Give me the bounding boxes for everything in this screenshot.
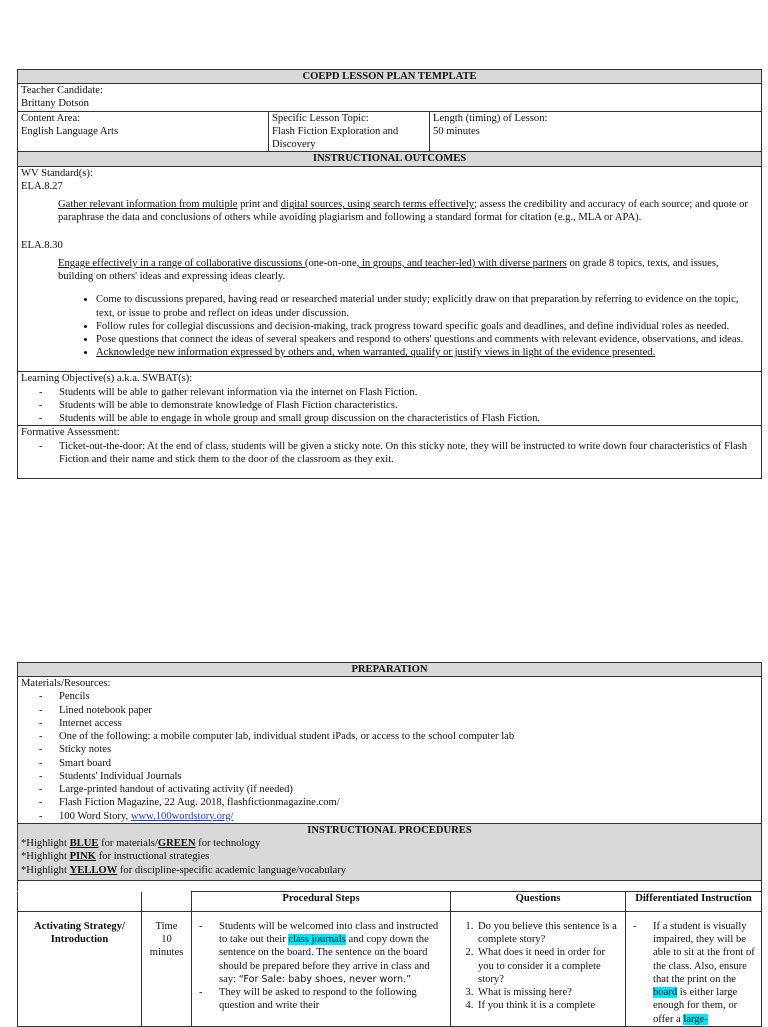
material-item: - Smart board xyxy=(39,757,758,770)
bullet-item: • Acknowledge new information expressed by others and, when warranted, qualify or justify views in light of the evidence presented. xyxy=(96,346,758,359)
assessment-item: - Ticket-out-the-door: At the end of class, students will be given a sticky note. On this sticky note, they will be instructed to write down four characteristics of Flash Fiction and their name and stick them to the door of the classroom as they exit. xyxy=(39,440,758,466)
material-item: - Pencils xyxy=(39,690,758,703)
length-label: Length (timing) of Lesson: xyxy=(433,112,548,124)
col-questions: Questions xyxy=(451,892,626,912)
materials-label: Materials/Resources: xyxy=(21,678,111,690)
length-value: 50 minutes xyxy=(433,125,480,137)
teacher-label: Teacher Candidate: xyxy=(21,85,103,97)
col-differentiated: Differentiated Instruction xyxy=(626,892,762,912)
question-item: 3. What is missing here? xyxy=(476,986,622,999)
bullet-item: • Pose questions that connect the ideas of several speakers and respond to others' questions and comments with relevant evidence, observations, and ideas. xyxy=(96,333,758,346)
standard-1-code: ELA.8.27 xyxy=(21,180,63,192)
procedure-table xyxy=(17,891,762,1027)
teacher-cell xyxy=(18,84,762,111)
materials-cell xyxy=(18,677,762,824)
objective-item: - Students will be able to demonstrate knowledge of Flash Fiction characteristics. xyxy=(39,399,758,412)
bullet-item: • Come to discussions prepared, having read or researched material under study; explicitly draw on that preparation by referring to evidence on the topic, text, or issue to probe and reflect on ideas under discussion. xyxy=(96,293,758,319)
objective-item: - Students will be able to engage in whole group and small group discussion on the characteristics of Flash Fiction. xyxy=(39,412,758,425)
spacer-row xyxy=(18,880,762,891)
objectives-label: Learning Objective(s) a.k.a. SWBAT(s): xyxy=(21,373,193,385)
content-area-cell xyxy=(18,111,269,152)
content-area-label: Content Area: xyxy=(21,112,81,124)
material-item: - 100 Word Story, www.100wordstory.org/ xyxy=(39,810,758,823)
material-item: - Flash Fiction Magazine, 22 Aug. 2018, flashfictionmagazine.com/ xyxy=(39,796,758,809)
material-item: - Sticky notes xyxy=(39,743,758,756)
step-item: - They will be asked to respond to the following question and write their xyxy=(199,986,447,1012)
preparation-table xyxy=(17,662,762,891)
material-item: - Large-printed handout of activating activity (if needed) xyxy=(39,783,758,796)
differentiated-list xyxy=(629,920,758,1026)
objectives-list xyxy=(21,386,758,426)
steps-list xyxy=(195,920,447,1013)
teacher-name: Brittany Dotson xyxy=(21,98,89,110)
col-procedural-steps: Procedural Steps xyxy=(192,892,451,912)
outcomes-heading: INSTRUCTIONAL OUTCOMES xyxy=(18,152,762,166)
standard-1-text: Gather relevant information from multiple print and digital sources, using search terms effectively; assess the credibility and accuracy of each source; and quote or paraphrase the data and conclusions of others while avoiding plagiarism and following a standard format for citation (e.g., MLA or APA). xyxy=(58,199,748,224)
topic-line-2: Discovery xyxy=(272,139,316,151)
content-area-value: English Language Arts xyxy=(21,125,119,137)
assessment-list xyxy=(21,440,758,466)
standards-cell xyxy=(18,166,762,372)
length-cell xyxy=(430,111,762,152)
highlight-key-yellow: *Highlight YELLOW for discipline-specific academic language/vocabulary xyxy=(21,864,347,876)
material-item: - Students' Individual Journals xyxy=(39,770,758,783)
topic-label: Specific Lesson Topic: xyxy=(272,112,369,124)
material-item: - Lined notebook paper xyxy=(39,704,758,717)
assessment-cell xyxy=(18,426,762,479)
activating-strategy-label: Activating Strategy/ Introduction xyxy=(18,912,142,1027)
topic-cell xyxy=(269,111,430,152)
differentiated-cell xyxy=(626,912,762,1027)
bullet-item: • Follow rules for collegial discussions and decision-making, track progress toward specific goals and deadlines, and define individual roles as needed. xyxy=(96,320,758,333)
topic-line-1: Flash Fiction Exploration and xyxy=(272,125,399,137)
highlight-key-pink: *Highlight PINK for instructional strategies xyxy=(21,851,210,863)
standard-2-text: Engage effectively in a range of collaborative discussions (one-on-one, in groups, and teacher-led) with diverse partners on grade 8 topics, texts, and issues, building on others' ideas and expressing ideas clearly. xyxy=(58,257,719,283)
blank-header-2 xyxy=(142,892,192,912)
materials-list xyxy=(21,690,758,822)
highlight-key xyxy=(18,837,762,880)
differentiated-item: - If a student is visually impaired, they will be able to sit at the front of the class. Also, ensure that the print on the board is either large enough for them, or offer a large- xyxy=(633,920,758,1026)
wv-label: WV Standard(s): xyxy=(21,167,93,179)
questions-cell xyxy=(451,912,626,1027)
material-item: - Internet access xyxy=(39,717,758,730)
questions-list xyxy=(454,920,622,1013)
assessment-label: Formative Assessment: xyxy=(21,427,120,439)
standard-2-code: ELA.8.30 xyxy=(21,239,63,251)
objective-item: - Students will be able to gather relevant information via the internet on Flash Fiction. xyxy=(39,386,758,399)
lesson-plan-table xyxy=(17,69,762,479)
steps-cell xyxy=(192,912,451,1027)
standard-2-bullets xyxy=(21,293,758,359)
material-item: - One of the following: a mobile computer lab, individual student iPads, or access to the school computer lab xyxy=(39,730,758,743)
question-item: 4. If you think it is a complete xyxy=(476,999,622,1012)
question-item: 1. Do you believe this sentence is a complete story? xyxy=(476,920,622,946)
preparation-heading: PREPARATION xyxy=(18,663,762,677)
step-item: - Students will be welcomed into class and instructed to take out their class journals and copy down the sentence on the board. The sentence on the board should be prepared before they arrive in class and say: “For Sale: baby shoes, never worn.” xyxy=(199,920,447,986)
question-item: 2. What does it need in order for you to consider it a complete story? xyxy=(476,946,622,986)
time-cell: Time 10 minutes xyxy=(142,912,192,1027)
procedures-heading: INSTRUCTIONAL PROCEDURES xyxy=(18,823,762,837)
blank-header-1 xyxy=(18,892,142,912)
template-title: COEPD LESSON PLAN TEMPLATE xyxy=(18,70,762,84)
highlight-key-blue-green: *Highlight BLUE for materials/GREEN for technology xyxy=(21,838,261,850)
objectives-cell xyxy=(18,372,762,426)
100-word-story-link[interactable]: www.100wordstory.org/ xyxy=(130,810,234,822)
